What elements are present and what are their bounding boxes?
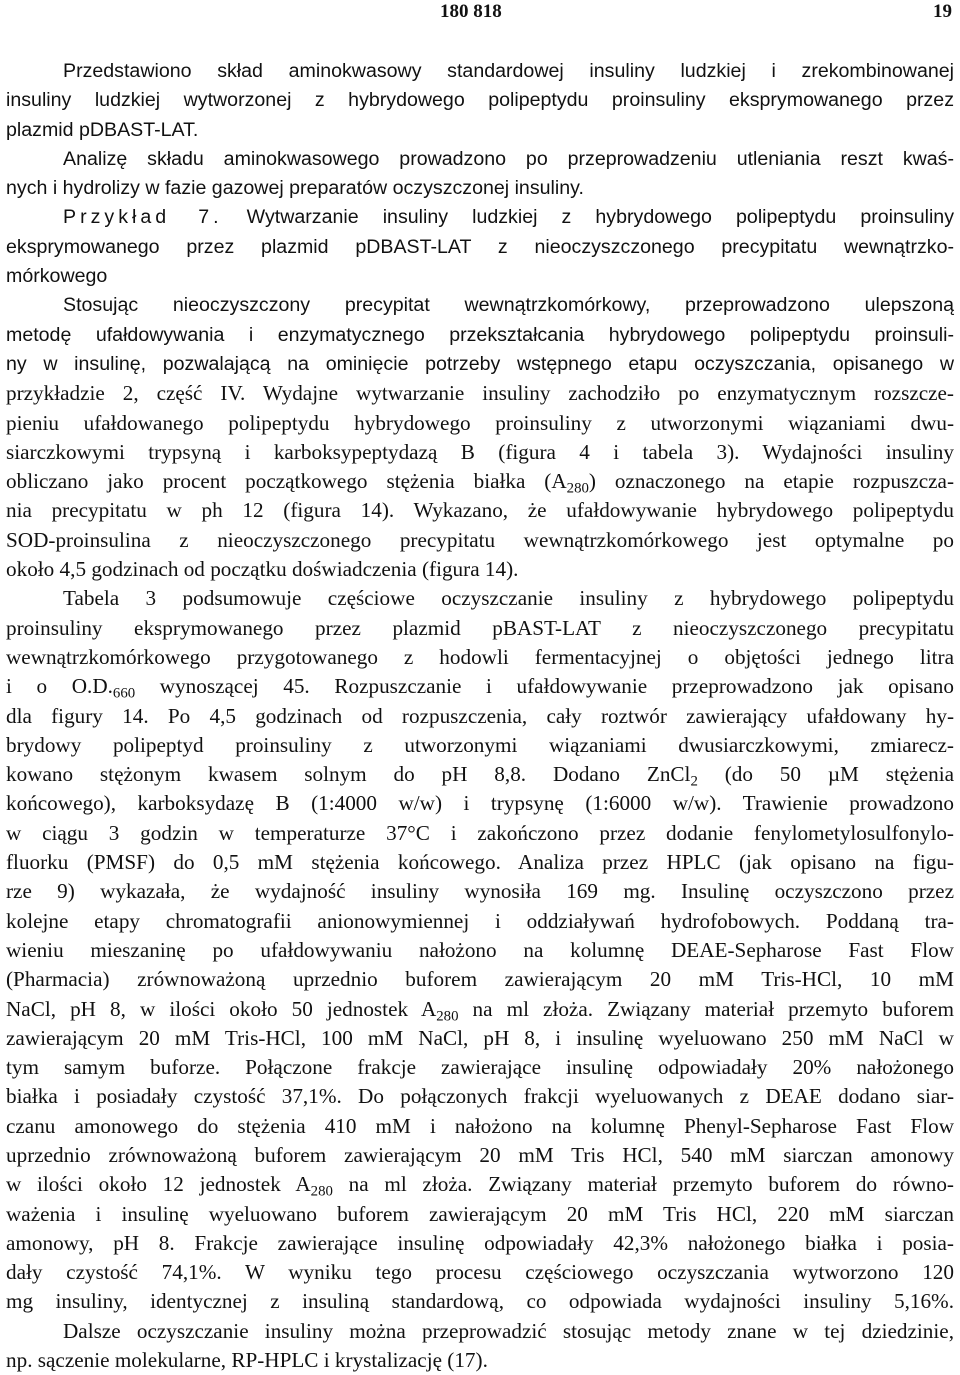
text-line (6, 1258, 954, 1287)
body-text (6, 57, 954, 1375)
text-run: Przedstawiono skład aminokwasowy standardowej insuliny ludzkiej i zrekombinowanej (63, 60, 954, 82)
text-line (6, 1024, 954, 1053)
text-line (6, 614, 954, 643)
text-line (6, 643, 954, 672)
text-run: zawierającym 20 mM Tris-HCl, 100 mM NaCl, pH 8, i insulinę wyeluowano 250 mM NaCl w (6, 1025, 954, 1050)
text-run: proinsuliny eksprymowanego przez plazmid pBAST-LAT z nieoczyszczonego precypitatu (6, 615, 954, 640)
subscript: 2 (690, 773, 698, 790)
text-line (6, 1287, 954, 1316)
text-line (6, 1229, 954, 1258)
text-line (6, 1317, 954, 1346)
text-run: Wytwarzanie insuliny ludzkiej z hybrydowego polipeptydu proinsuliny (222, 206, 954, 229)
text-line (6, 203, 954, 232)
subscript: 280 (310, 1183, 333, 1200)
text-line (6, 995, 954, 1024)
text-run: NaCl, pH 8, w ilości około 50 jednostek A (6, 996, 437, 1021)
text-line (6, 702, 954, 731)
text-line (6, 936, 954, 965)
patent-number: 180 818 (440, 1, 502, 22)
subscript: 660 (112, 685, 136, 702)
text-line (6, 1082, 954, 1111)
text-line (6, 907, 954, 936)
text-run: na ml złoża. Związany materiał przemyto buforem (458, 996, 954, 1021)
text-run: około 4,5 godzinach od początku doświadczenia (figura 14). (6, 557, 519, 582)
text-line (6, 584, 954, 613)
text-run: czanu amonowego do stężenia 410 mM i nałożono na kolumnę Phenyl-Sepharose Fast Flow (6, 1113, 954, 1138)
text-run: pieniu ufałdowanego polipeptydu hybrydowego proinsuliny z utworzonymi wiązaniami dwu- (6, 410, 954, 435)
text-run: nych i hydrolizy w fazie gazowej preparatów oczyszczonej insuliny. (6, 177, 584, 200)
text-run: eksprymowanego przez plazmid pDBAST-LAT z nieoczyszczonego precypitatu wewnątrzko- (6, 235, 954, 258)
text-run: ny w insulinę, pozwalającą na ominięcie potrzeby wstępnego etapu oczyszczania, opisanego w (6, 352, 954, 375)
text-line (6, 1200, 954, 1229)
text-run: Analizę składu aminokwasowego prowadzono po przeprowadzeniu utleniania reszt kwaś- (63, 147, 954, 170)
text-run: brydowy polipeptyd proinsuliny z utworzonymi wiązaniami dwusiarczkowymi, zmiarecz- (6, 732, 954, 757)
text-line (6, 321, 954, 350)
text-run: Przykład 7. (63, 206, 223, 229)
page-number: 19 (933, 1, 952, 22)
text-line (6, 350, 954, 379)
text-line (6, 174, 954, 203)
text-line (6, 262, 954, 291)
text-line (6, 438, 954, 467)
text-line (6, 1346, 954, 1375)
text-run: mórkowego (6, 265, 108, 288)
text-line (6, 379, 954, 408)
text-run: w ilości około 12 jednostek A (6, 1172, 311, 1197)
text-line (6, 731, 954, 760)
text-run: wewnątrzkomórkowego przygotowanego z hodowli fermentacyjnej o objętości jednego litra (6, 644, 954, 669)
text-run: w ciągu 3 godzin w temperaturze 37°C i zakończono przez dodanie fenylometylosulfonylo- (6, 820, 954, 845)
subscript: 280 (436, 1007, 459, 1024)
text-run: (do 50 µM stężenia (697, 762, 954, 787)
text-run: Tabela 3 podsumowuje częściowe oczyszczanie insuliny z hybrydowego polipeptydu (63, 586, 954, 611)
text-line (6, 672, 954, 701)
text-run: na ml złoża. Związany materiał przemyto buforem do równo- (332, 1172, 954, 1197)
text-line (6, 1141, 954, 1170)
text-run: dały czystość 74,1%. W wyniku tego procesu częściowego oczyszczania wytworzono 120 (6, 1260, 954, 1285)
text-run: uprzednio zrównoważoną buforem zawierającym 20 mM Tris HCl, 540 mM siarczan amonowy (6, 1142, 954, 1167)
text-line (6, 86, 954, 115)
text-line (6, 1053, 954, 1082)
text-run: Stosując nieoczyszczony precypitat wewnątrzkomórkowy, przeprowadzono ulepszoną (63, 294, 954, 317)
text-run: fluorku (PMSF) do 0,5 mM stężenia końcowego. Analiza przez HPLC (jak opisano na figu- (6, 850, 954, 875)
text-run: plazmid pDBAST-LAT. (6, 118, 199, 141)
text-line (6, 233, 954, 262)
text-run: wynoszącej 45. Rozpuszczanie i ufałdowywanie przeprowadzono jak opisano (135, 674, 954, 699)
text-line (6, 409, 954, 438)
text-run: i o O.D. (6, 674, 113, 699)
text-run: ważenia i insulinę wyeluowano buforem zawierającym 20 mM Tris HCl, 220 mM siarczan (6, 1201, 954, 1226)
text-line (6, 819, 954, 848)
text-run: nia precypitatu w ph 12 (figura 14). Wykazano, że ufałdowywanie hybrydowego polipeptydu (6, 498, 954, 523)
text-run: rze 9) wykazała, że wydajność insuliny wynosiła 169 mg. Insulinę oczyszczono przez (6, 879, 954, 904)
text-line (6, 291, 954, 320)
text-run: insuliny ludzkiej wytworzonej z hybrydowego polipeptydu proinsuliny eksprymowanego przez (6, 89, 954, 112)
text-line (6, 848, 954, 877)
text-run: białka i posiadały czystość 37,1%. Do połączonych frakcji wyeluowanych z DEAE dodano siar- (6, 1084, 954, 1109)
text-run: tym samym buforze. Połączone frakcje zawierające insulinę odpowiadały 20% nałożonego (6, 1055, 954, 1080)
text-line (6, 760, 954, 789)
subscript: 280 (566, 480, 589, 497)
text-line (6, 57, 954, 86)
text-run: amonowy, pH 8. Frakcje zawierające insulinę odpowiadały 42,3% nałożonego białka i posia- (6, 1230, 954, 1255)
text-run: wieniu mieszaninę po ufałdowywaniu nałożono na kolumnę DEAE-Sepharose Fast Flow (6, 937, 954, 962)
text-line (6, 1112, 954, 1141)
text-run: siarczkowymi trypsyną i karboksypeptydazą B (figura 4 i tabela 3). Wydajności insuliny (6, 439, 954, 464)
text-line (6, 555, 954, 584)
text-run: przykładzie 2, część IV. Wydajne wytwarzanie insuliny zachodziło po enzymatycznym rozszcze- (6, 381, 954, 406)
text-run: dla figury 14. Po 4,5 godzinach od rozpuszczenia, cały roztwór zawierający ufałdowany hy- (6, 703, 954, 728)
text-run: Dalsze oczyszczanie insuliny można przeprowadzić stosując metody znane w tej dziedzinie, (63, 1318, 954, 1343)
text-run: np. sączenie molekularne, RP-HPLC i krystalizację (17). (6, 1348, 488, 1373)
text-line (6, 467, 954, 496)
text-run: SOD-proinsulina z nieoczyszczonego precypitatu wewnątrzkomórkowego jest optymalne po (6, 527, 954, 552)
text-run: metodę ufałdowywania i enzymatycznego przekształcania hybrydowego polipeptydu proinsuli- (6, 323, 954, 346)
text-line (6, 145, 954, 174)
text-line (6, 116, 954, 145)
text-line (6, 496, 954, 525)
text-line (6, 526, 954, 555)
text-run: kowano stężonym kwasem solnym do pH 8,8. Dodano ZnCl (6, 762, 691, 787)
text-run: mg insuliny, identycznej z insuliną standardową, co odpowiada wydajności insuliny 5,16%. (6, 1289, 954, 1314)
text-run: kolejne etapy chromatografii anionowymiennej i oddziaływań hydrofobowych. Poddaną tra- (6, 908, 954, 933)
text-line (6, 1170, 954, 1199)
text-line (6, 789, 954, 818)
text-run: końcowego), karboksydazę B (1:4000 w/w) i trypsynę (1:6000 w/w). Trawienie prowadzono (6, 791, 954, 816)
text-run: (Pharmacia) zrównoważoną uprzednio buforem zawierającym 20 mM Tris-HCl, 10 mM (6, 967, 954, 992)
text-run: ) oznaczonego na etapie rozpuszcza- (588, 469, 955, 494)
page-header (0, 0, 960, 30)
text-line (6, 877, 954, 906)
text-line (6, 965, 954, 994)
text-run: obliczano jako procent początkowego stężenia białka (A (6, 469, 567, 494)
